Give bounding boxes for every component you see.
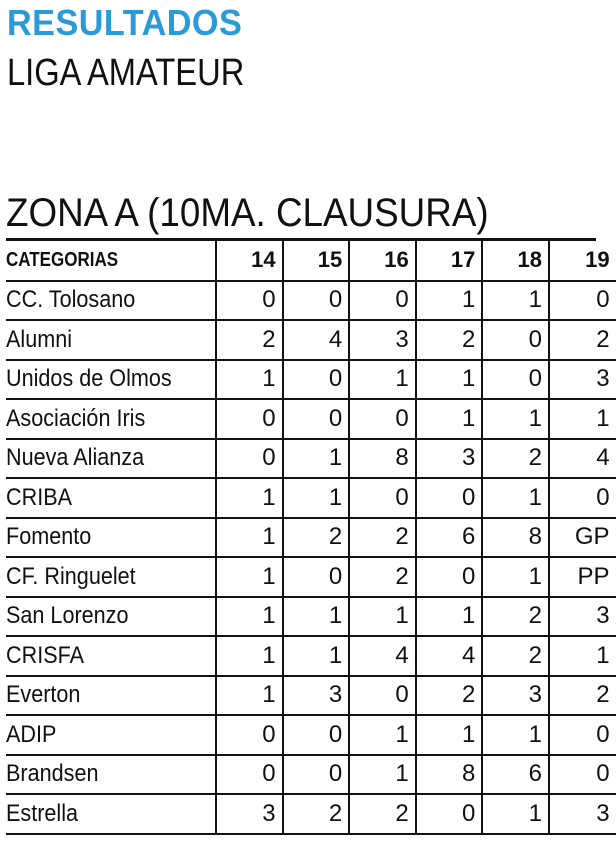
result-cell-16: 1: [349, 597, 416, 637]
team-name: CRIBA: [6, 483, 73, 511]
result-cell-14: 1: [216, 360, 283, 400]
result-cell-16: 2: [349, 794, 416, 834]
table-row: [6, 715, 616, 755]
result-cell-14: 0: [216, 281, 283, 321]
result-cell-15: 0: [283, 557, 350, 597]
team-name-cell: [6, 715, 216, 755]
result-cell-15: 1: [283, 597, 350, 637]
team-name-cell: [6, 794, 216, 834]
column-header-15: 15: [283, 241, 350, 281]
result-cell-15: 2: [283, 794, 350, 834]
team-name: Estrella: [6, 799, 79, 827]
result-cell-15: 1: [283, 439, 350, 479]
column-header-categorias: [6, 241, 216, 281]
team-name: CF. Ringuelet: [6, 562, 136, 590]
result-cell-18: 1: [482, 557, 549, 597]
table-row: [6, 794, 616, 834]
result-cell-14: 1: [216, 518, 283, 558]
result-cell-18: 1: [482, 399, 549, 439]
result-cell-17: 8: [416, 755, 483, 795]
result-cell-14: 1: [216, 676, 283, 716]
table-row: [6, 439, 616, 479]
table-row: [6, 755, 616, 795]
team-name: Fomento: [6, 523, 92, 551]
result-cell-14: 0: [216, 755, 283, 795]
result-cell-16: 8: [349, 439, 416, 479]
table-row: [6, 597, 616, 637]
team-name: Alumni: [6, 325, 73, 353]
result-cell-19: 1: [549, 399, 616, 439]
result-cell-16: 4: [349, 636, 416, 676]
result-cell-15: 0: [283, 715, 350, 755]
result-cell-19: 1: [549, 636, 616, 676]
result-cell-15: 4: [283, 320, 350, 360]
table-row: [6, 636, 616, 676]
result-cell-18: 2: [482, 636, 549, 676]
result-cell-17: 1: [416, 360, 483, 400]
result-cell-18: 3: [482, 676, 549, 716]
column-header-14: 14: [216, 241, 283, 281]
result-cell-19: 0: [549, 281, 616, 321]
table-row: [6, 360, 616, 400]
team-name: CRISFA: [6, 641, 85, 669]
team-name-cell: [6, 439, 216, 479]
column-header-17: 17: [416, 241, 483, 281]
result-cell-16: 2: [349, 518, 416, 558]
result-cell-18: 1: [482, 794, 549, 834]
result-cell-17: 1: [416, 281, 483, 321]
result-cell-15: 0: [283, 755, 350, 795]
team-name: Unidos de Olmos: [6, 365, 172, 393]
result-cell-19: 3: [549, 597, 616, 637]
result-cell-15: 0: [283, 399, 350, 439]
result-cell-18: 1: [482, 281, 549, 321]
result-cell-17: 2: [416, 676, 483, 716]
result-cell-16: 3: [349, 320, 416, 360]
results-table-container: [6, 238, 610, 835]
result-cell-16: 2: [349, 557, 416, 597]
result-cell-19: GP: [549, 518, 616, 558]
result-cell-15: 3: [283, 676, 350, 716]
result-cell-19: 0: [549, 755, 616, 795]
result-cell-19: 3: [549, 794, 616, 834]
result-cell-19: 0: [549, 478, 616, 518]
team-name: Nueva Alianza: [6, 444, 145, 472]
result-cell-19: PP: [549, 557, 616, 597]
result-cell-17: 0: [416, 557, 483, 597]
team-name-cell: [6, 636, 216, 676]
team-name-cell: [6, 597, 216, 637]
result-cell-16: 1: [349, 715, 416, 755]
results-table: [6, 241, 616, 835]
team-name-cell: [6, 478, 216, 518]
result-cell-17: 0: [416, 794, 483, 834]
result-cell-15: 0: [283, 281, 350, 321]
result-cell-15: 1: [283, 478, 350, 518]
team-name: Brandsen: [6, 760, 99, 788]
result-cell-17: 3: [416, 439, 483, 479]
table-row: [6, 320, 616, 360]
team-name-cell: [6, 320, 216, 360]
result-cell-18: 1: [482, 715, 549, 755]
column-header-16: 16: [349, 241, 416, 281]
team-name-cell: [6, 360, 216, 400]
result-cell-15: 0: [283, 360, 350, 400]
result-cell-19: 4: [549, 439, 616, 479]
result-cell-18: 8: [482, 518, 549, 558]
result-cell-14: 0: [216, 399, 283, 439]
result-cell-14: 1: [216, 478, 283, 518]
result-cell-15: 1: [283, 636, 350, 676]
result-cell-17: 1: [416, 399, 483, 439]
table-row: [6, 281, 616, 321]
result-cell-18: 2: [482, 439, 549, 479]
result-cell-19: 2: [549, 676, 616, 716]
team-name-cell: [6, 755, 216, 795]
table-row: [6, 518, 616, 558]
result-cell-18: 2: [482, 597, 549, 637]
result-cell-16: 0: [349, 676, 416, 716]
result-cell-14: 2: [216, 320, 283, 360]
result-cell-16: 0: [349, 478, 416, 518]
team-name: San Lorenzo: [6, 602, 129, 630]
team-name: ADIP: [6, 720, 57, 748]
team-name: CC. Tolosano: [6, 286, 136, 314]
result-cell-15: 2: [283, 518, 350, 558]
result-cell-17: 2: [416, 320, 483, 360]
team-name-cell: [6, 557, 216, 597]
result-cell-14: 0: [216, 439, 283, 479]
team-name-cell: [6, 281, 216, 321]
column-header-19: 19: [549, 241, 616, 281]
table-row: [6, 399, 616, 439]
result-cell-17: 1: [416, 715, 483, 755]
table-header-row: [6, 241, 616, 281]
table-row: [6, 557, 616, 597]
column-header-18: 18: [482, 241, 549, 281]
result-cell-19: 0: [549, 715, 616, 755]
result-cell-18: 0: [482, 360, 549, 400]
result-cell-14: 3: [216, 794, 283, 834]
result-cell-19: 2: [549, 320, 616, 360]
result-cell-17: 0: [416, 478, 483, 518]
result-cell-16: 0: [349, 281, 416, 321]
team-name: Everton: [6, 681, 81, 709]
result-cell-14: 1: [216, 597, 283, 637]
result-cell-16: 1: [349, 360, 416, 400]
team-name-cell: [6, 676, 216, 716]
column-header-label: CATEGORIAS: [6, 248, 119, 271]
team-name-cell: [6, 518, 216, 558]
zone-title: ZONA A (10MA. CLAUSURA): [6, 191, 489, 235]
result-cell-18: 0: [482, 320, 549, 360]
result-cell-18: 1: [482, 478, 549, 518]
table-row: [6, 676, 616, 716]
result-cell-17: 1: [416, 597, 483, 637]
result-cell-14: 1: [216, 636, 283, 676]
team-name-cell: [6, 399, 216, 439]
table-row: [6, 478, 616, 518]
table-body: [6, 281, 616, 834]
result-cell-19: 3: [549, 360, 616, 400]
result-cell-16: 1: [349, 755, 416, 795]
result-cell-17: 4: [416, 636, 483, 676]
team-name: Asociación Iris: [6, 404, 146, 432]
page-title: RESULTADOS: [7, 2, 243, 43]
result-cell-18: 6: [482, 755, 549, 795]
result-cell-14: 0: [216, 715, 283, 755]
result-cell-16: 0: [349, 399, 416, 439]
page-subtitle: LIGA AMATEUR: [7, 52, 245, 94]
result-cell-17: 6: [416, 518, 483, 558]
result-cell-14: 1: [216, 557, 283, 597]
